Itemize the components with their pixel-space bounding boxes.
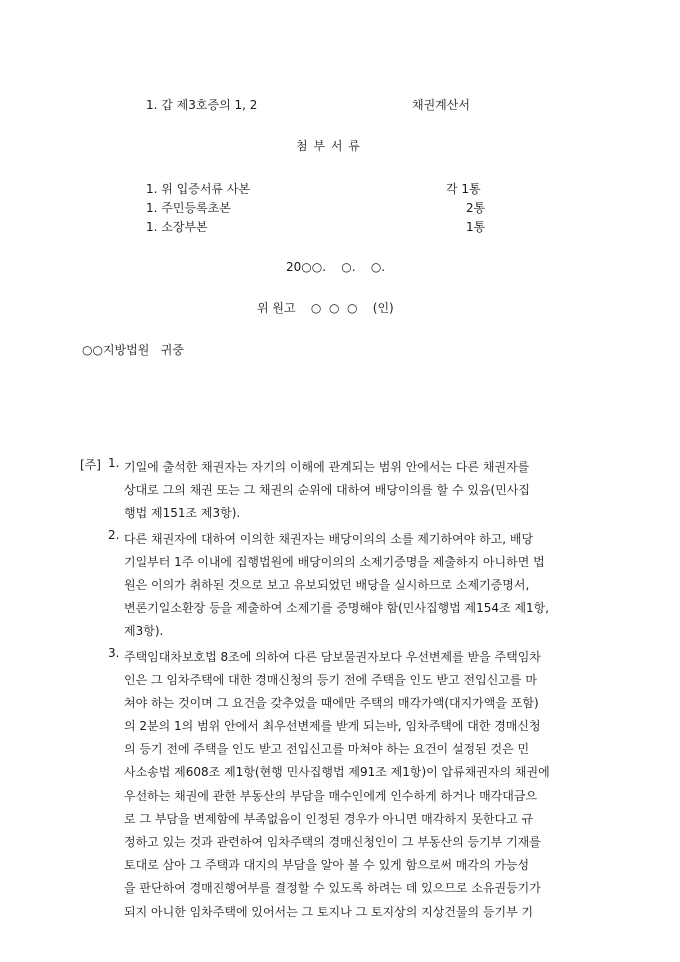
- note-number: 1.: [108, 456, 120, 470]
- note-line: 의 2분의 1의 범위 안에서 최우선변제를 받게 되는바, 임차주택에 대한 경매신청: [124, 719, 541, 734]
- attachment-label: 1. 주민등록초본: [146, 201, 231, 215]
- note-line: 을 판단하여 경매진행여부를 결정할 수 있도록 하려는 데 있으므로 소유권등기가: [124, 881, 541, 896]
- notes-prefix: [주]: [80, 458, 101, 472]
- note-line: 우선하는 채권에 관한 부동산의 부담을 매수인에게 인수하게 하거나 매각대금으: [124, 788, 538, 803]
- note-body: [124, 528, 600, 644]
- note-line: 되지 아니한 임차주택에 있어서는 그 토지나 그 토지상의 지상건물의 등기부 기: [124, 904, 534, 919]
- note-line: 정하고 있는 것과 관련하여 임차주택의 경매신청인이 그 부동산의 등기부 기재를: [124, 835, 541, 849]
- note-line: 상대로 그의 채권 또는 그 채권의 순위에 대하여 배당이의를 할 수 있음(민사집: [124, 483, 530, 498]
- note-item: [80, 456, 600, 526]
- attachment-label: 1. 위 입증서류 사본: [146, 182, 251, 196]
- note-body: [124, 646, 600, 924]
- notes-section: [80, 456, 600, 926]
- attachment-count: 각 1통: [446, 182, 481, 196]
- note-number: 2.: [108, 527, 120, 542]
- note-body: [124, 456, 600, 526]
- note-number: 3.: [108, 645, 120, 660]
- evidence-item-title: 채권계산서: [412, 98, 470, 112]
- note-item: [80, 528, 600, 644]
- note-line: 원은 이의가 취하된 것으로 보고 유보되었던 배당을 실시하므로 소제기증명서,: [124, 577, 530, 592]
- note-line: 쳐야 하는 것이며 그 요건을 갖추었을 때에만 주택의 매각가액(대지가액을 포함): [124, 695, 539, 710]
- attachments-heading: 첨 부 서 류: [296, 139, 361, 153]
- note-line: 변론기일소환장 등을 제출하여 소제기를 증명해야 함(민사집행법 제154조 제1항,: [124, 601, 550, 616]
- note-line: 토대로 삼아 그 주택과 대지의 부담을 알아 볼 수 있게 함으로써 매각의 가능성: [124, 858, 530, 873]
- attachment-label: 1. 소장부본: [146, 220, 208, 234]
- note-line: 의 등기 전에 주택을 인도 받고 전입신고를 마쳐야 하는 요건이 설정된 것은 민: [124, 742, 530, 757]
- note-line: 다른 채권자에 대하여 이의한 채권자는 배당이의의 소를 제기하여야 하고, 배당: [124, 531, 534, 546]
- note-line: 기일부터 1주 이내에 집행법원에 배당이의의 소제기증명을 제출하지 아니하면 법: [124, 554, 545, 569]
- note-line: 제3항).: [124, 624, 164, 639]
- note-line: 로 그 부담을 변제함에 부족없음이 인정된 경우가 아니면 매각하지 못한다고 규: [124, 811, 534, 826]
- evidence-item: 1. 갑 제3호증의 1, 2: [146, 98, 258, 112]
- plaintiff-signature: 위 원고 ○ ○ ○ (인): [257, 301, 394, 315]
- court-recipient: ○○지방법원 귀중: [82, 343, 184, 357]
- attachment-count: 1통: [466, 220, 486, 234]
- note-line: 주택임대차보호법 8조에 의하여 다른 담보물권자보다 우선변제를 받을 주택임차: [124, 649, 541, 664]
- note-line: 기일에 출석한 채권자는 자기의 이해에 관계되는 범위 안에서는 다른 채권자를: [124, 460, 530, 474]
- note-line: 행법 제151조 제3항).: [124, 506, 241, 521]
- note-line: 인은 그 임차주택에 대한 경매신청의 등기 전에 주택을 인도 받고 전입신고를 마: [124, 672, 537, 687]
- document-date: 20○○. ○. ○.: [286, 260, 386, 274]
- note-line: 사소송법 제608조 제1항(현행 민사집행법 제91조 제1항)이 압류채권자의 채권에: [124, 765, 550, 780]
- attachment-count: 2통: [466, 201, 486, 215]
- note-item: [80, 646, 600, 924]
